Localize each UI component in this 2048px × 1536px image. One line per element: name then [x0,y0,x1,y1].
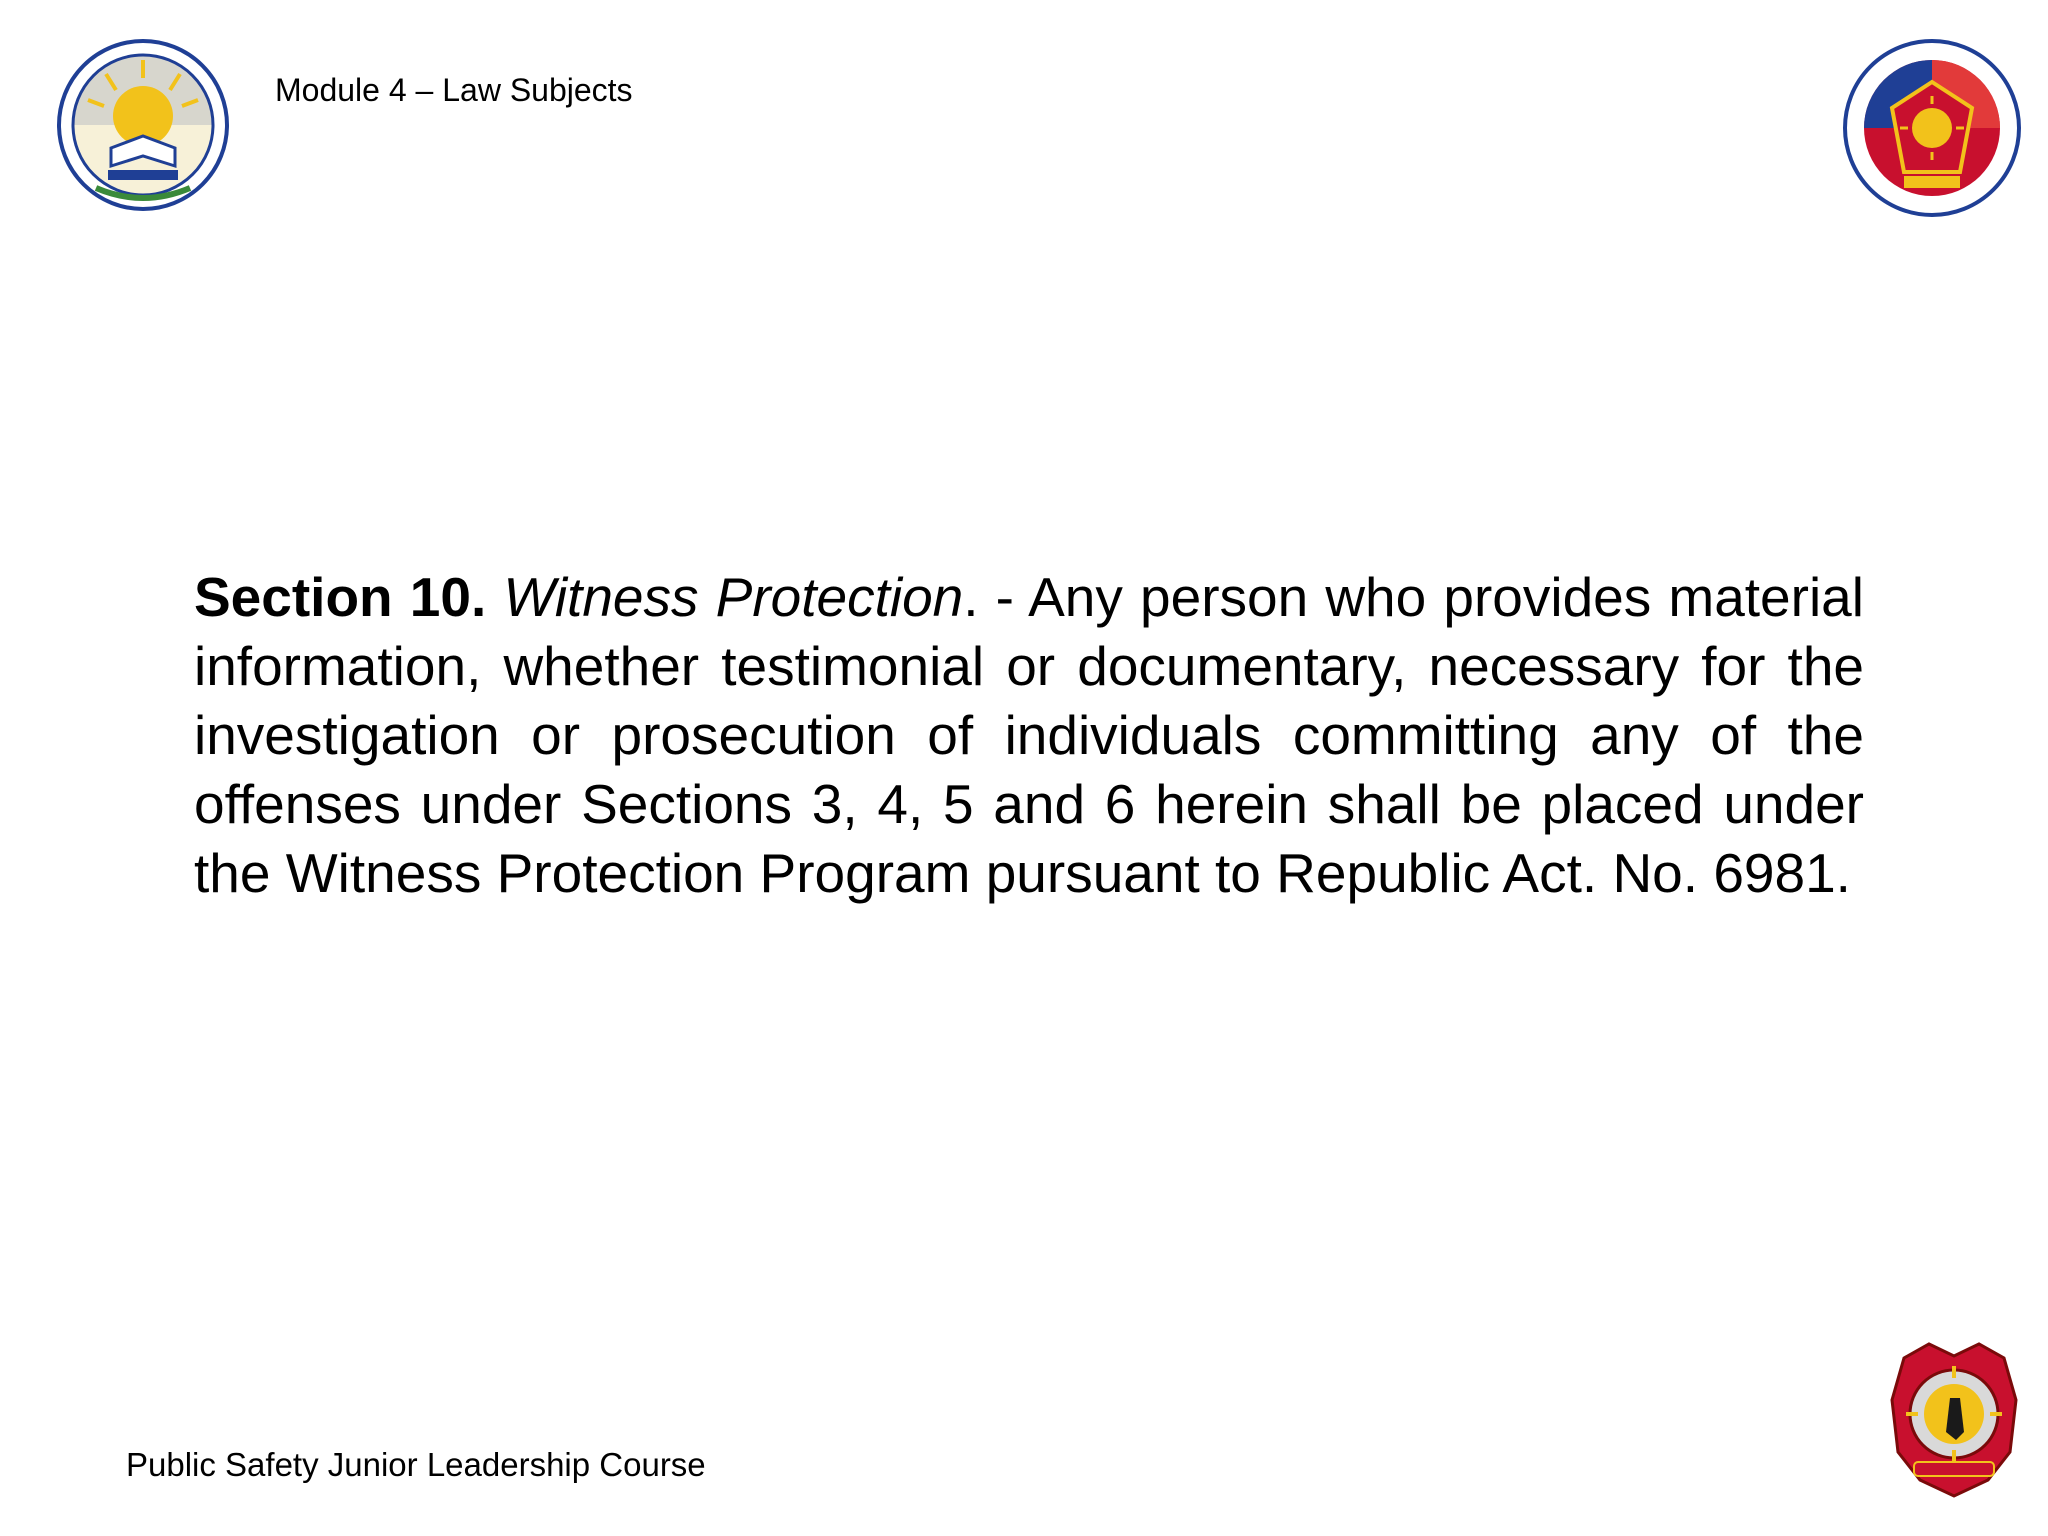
module-title: Module 4 – Law Subjects [275,72,633,108]
section-title: Witness Protection [503,566,964,628]
directorate-seal-icon [56,38,230,212]
section-paragraph [194,563,1864,908]
pnp-badge-icon [1884,1340,2024,1500]
course-name: Public Safety Junior Leadership Course [126,1446,706,1483]
section-body: Any person who provides material information, whether testimonial or documentary, necessary for the investigation or prosecution of individuals committing any of the offenses under Sections 3, 4, 5 and 6 herein shall be placed under the Witness Protection Program pursuant to Republic Act. No. 6981. [194,566,1864,904]
section-number: Section 10. [194,566,487,628]
section-separator: . - [963,566,1014,628]
pnp-training-institute-seal-icon [1842,38,2022,218]
